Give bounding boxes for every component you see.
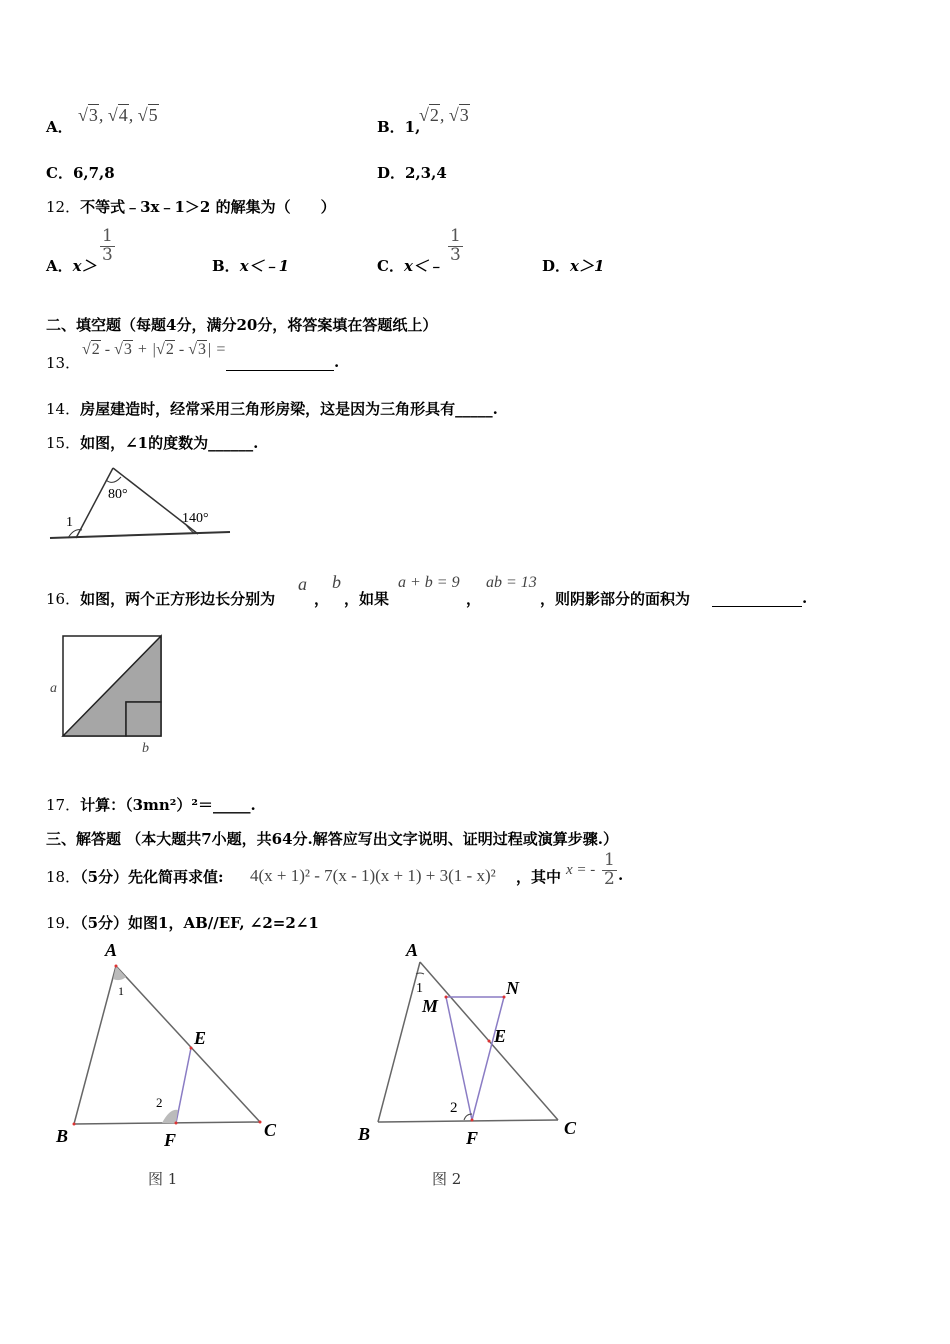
fig2-angle-1-arc xyxy=(416,973,424,974)
fig1-caption: 图 1 xyxy=(148,1170,178,1188)
fig2-label-angle-2: 2 xyxy=(450,1100,458,1116)
fig2-label-angle-1: 1 xyxy=(416,981,423,996)
fig1-point-c xyxy=(259,1121,262,1124)
q16-small-square xyxy=(126,702,161,736)
fig1-point-e xyxy=(190,1047,193,1050)
q12-question: 12．不等式﹣3x﹣1＞2 的解集为（ ） xyxy=(46,198,336,216)
fig1-segment-ef xyxy=(176,1048,191,1123)
section-3-heading: 三、解答题 （本大题共7小题，共64分.解答应写出文字说明、证明过程或演算步骤.） xyxy=(46,830,618,848)
q15-triangle-figure xyxy=(46,462,236,546)
fig1-side-ab xyxy=(74,966,116,1124)
q12-option-c: C．x＜﹣ xyxy=(377,257,443,275)
q16-question: 16．如图，两个正方形边长分别为 xyxy=(46,590,276,608)
fig2-side-ab xyxy=(378,962,420,1122)
fig2-label-f: F xyxy=(466,1128,479,1148)
fig2-side-bc xyxy=(378,1120,558,1122)
q19-question: 19．（5分）如图1，AB//EF, ∠2=2∠1 xyxy=(46,914,319,932)
q11-option-b-label: B．1, xyxy=(377,118,421,136)
section-2-heading: 二、填空题（每题4分，满分20分，将答案填在答题纸上） xyxy=(46,316,438,334)
q11-option-d: D．2,3,4 xyxy=(377,164,447,182)
q13-answer-blank[interactable]: . xyxy=(226,352,339,371)
fig1-point-b xyxy=(73,1123,76,1126)
q18-period: . xyxy=(618,866,624,884)
fig1-label-angle-2: 2 xyxy=(156,1095,163,1110)
fig1-point-f xyxy=(175,1122,178,1125)
q15-right-angle-arc xyxy=(186,525,194,533)
q18-fraction: $\frac{1}{2}$ xyxy=(604,850,615,889)
q19-figure-1 xyxy=(50,938,290,1168)
q18-expression: 4(x + 1)² - 7(x - 1)(x + 1) + 3(1 - x)² xyxy=(250,866,496,885)
q16-condition-2: ab = 13 xyxy=(486,574,537,591)
q16-squares-figure xyxy=(46,632,176,758)
fig2-point-m xyxy=(445,996,448,999)
fig2-label-e: E xyxy=(494,1026,507,1046)
fig1-label-b: B xyxy=(56,1126,69,1146)
q16-condition-1: a + b = 9 xyxy=(398,574,460,591)
q11-option-a-label: A． xyxy=(46,118,73,136)
fig2-label-a: A xyxy=(406,940,419,960)
q16-suffix: ，则阴影部分的面积为 xyxy=(540,590,691,608)
q16-var-b: b xyxy=(332,572,341,592)
fig1-label-a: A xyxy=(105,940,118,960)
fig2-point-e xyxy=(488,1040,491,1043)
fig2-segment-nf xyxy=(472,997,507,1120)
q16-label-a: a xyxy=(50,681,57,696)
fig2-label-n: N xyxy=(506,978,519,998)
q16-var-a: a xyxy=(298,574,307,594)
q18-question: 18．（5分）先化简再求值: xyxy=(46,868,224,886)
q14-question: 14．房屋建造时，经常采用三角形房梁，这是因为三角形具有_____. xyxy=(46,400,498,418)
fig2-label-c: C xyxy=(564,1118,577,1138)
q12-option-d: D．x＞1 xyxy=(542,257,605,275)
q11-option-c: C．6,7,8 xyxy=(46,164,115,182)
fig1-label-e: E xyxy=(194,1028,207,1048)
q13-expression: √2 - √3 + |√2 - √3| = xyxy=(82,341,227,358)
fig1-label-c: C xyxy=(264,1120,277,1140)
q18-x-equals: x = - xyxy=(566,862,596,878)
q19-figure-2 xyxy=(352,938,592,1168)
q17-question: 17．计算：（3mn²）²＝_____. xyxy=(46,796,256,814)
q15-label-1: 1 xyxy=(66,515,73,530)
q11-option-b-expr: √2, √3 xyxy=(419,105,469,125)
q15-question: 15．如图，∠1的度数为______. xyxy=(46,434,259,452)
q15-label-80: 80° xyxy=(108,487,128,502)
fig1-side-ac xyxy=(116,966,260,1122)
q15-left-side xyxy=(76,468,113,538)
fig1-point-a xyxy=(115,965,118,968)
q16-if: ，如果 xyxy=(344,590,390,608)
q15-label-140: 140° xyxy=(182,511,209,526)
fig2-label-m: M xyxy=(422,996,439,1016)
q11-option-a-expr: √3, √4, √5 xyxy=(78,105,158,125)
q12-option-a-fraction: $\frac{1}{3}$ xyxy=(102,226,113,265)
fig2-caption: 图 2 xyxy=(432,1170,462,1188)
q12-option-c-fraction: $\frac{1}{3}$ xyxy=(450,226,461,265)
q12-option-a: A．x＞ xyxy=(46,257,97,275)
q16-answer-blank[interactable]: . xyxy=(712,588,807,607)
fig1-label-f: F xyxy=(164,1130,177,1150)
q18-where: ，其中 xyxy=(516,868,562,886)
q16-comma-2: ， xyxy=(466,590,482,608)
fig2-point-f xyxy=(471,1119,474,1122)
q16-comma-1: ， xyxy=(314,590,330,608)
fig2-label-b: B xyxy=(358,1124,371,1144)
q12-option-b: B．x＜﹣1 xyxy=(212,257,290,275)
fig1-angle-2-marker xyxy=(162,1110,178,1123)
q16-label-b: b xyxy=(142,741,149,756)
fig1-label-angle-1: 1 xyxy=(118,984,124,998)
q13-number: 13． xyxy=(46,354,81,372)
